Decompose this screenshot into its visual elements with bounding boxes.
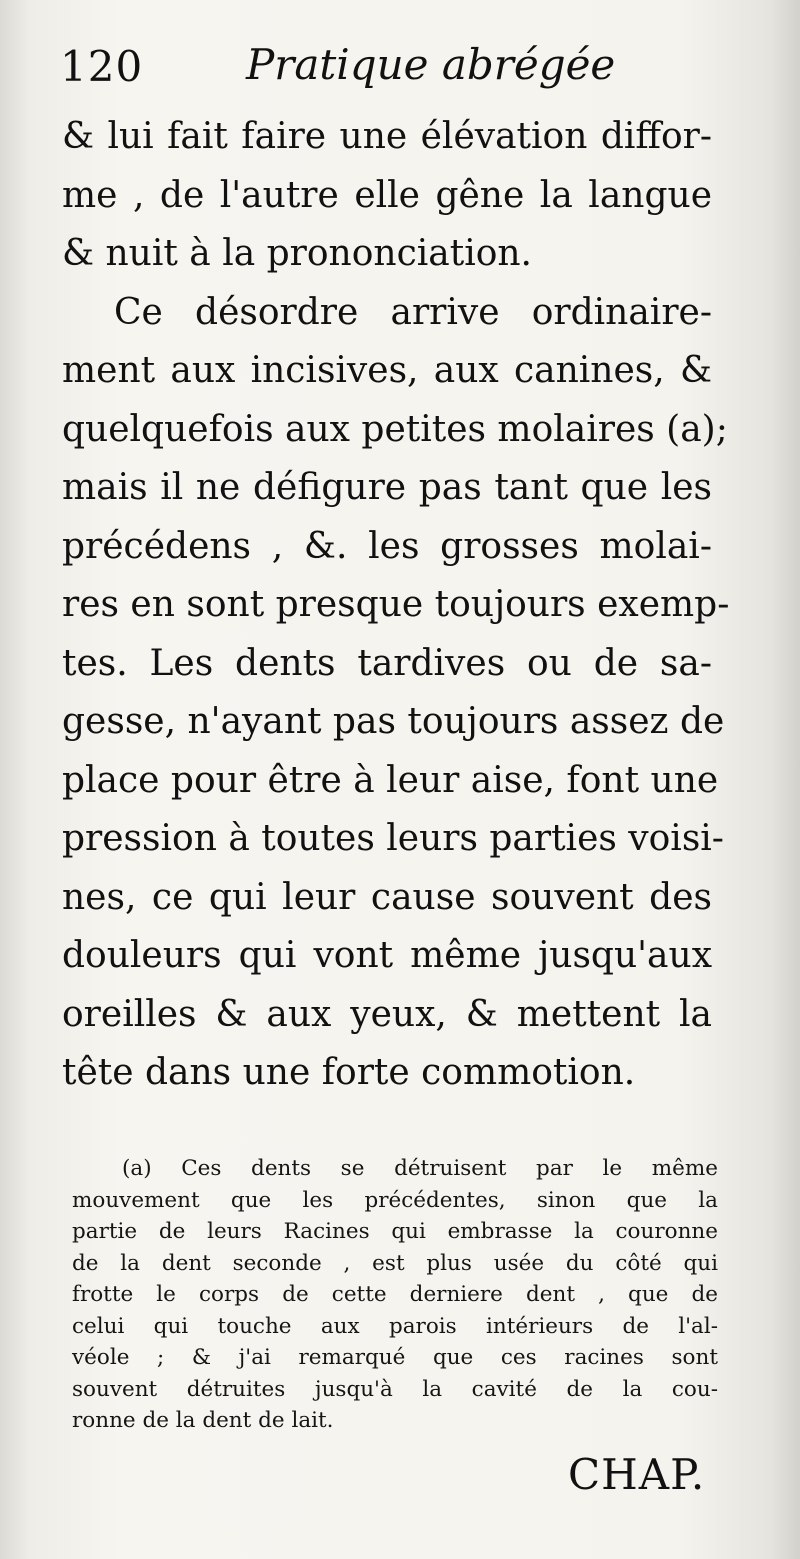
- footnote-line: de la dent seconde , est plus usée du côté qui: [72, 1250, 718, 1276]
- footnote-line: partie de leurs Racines qui embrasse la couronne: [72, 1219, 718, 1244]
- footnote-line: mouvement que les précédentes, sinon que la: [72, 1187, 718, 1213]
- footnote-line: (a) Ces dents se détruisent par le même: [122, 1156, 718, 1181]
- body-line: & lui fait faire une élévation diffor-: [62, 116, 712, 157]
- footnote: [72, 1153, 718, 1437]
- body-line: place pour être à leur aise, font une: [62, 759, 719, 801]
- body-line: précédens , &. les grosses molai-: [62, 525, 712, 567]
- catchword: CHAP.: [568, 1450, 706, 1499]
- body-line: mais il ne défigure pas tant que les: [62, 467, 712, 508]
- footnote-line: ronne de la dent de lait.: [72, 1408, 334, 1433]
- running-head: [60, 40, 740, 100]
- body-line: tes. Les dents tardives ou de sa-: [62, 642, 712, 684]
- body-line: oreilles & aux yeux, & mettent la: [62, 993, 712, 1035]
- body-line: tête dans une forte commotion.: [62, 1052, 636, 1093]
- body-line: me , de l'autre elle gêne la langue: [62, 174, 712, 216]
- body-line: & nuit à la prononciation.: [62, 233, 533, 274]
- page-number: 120: [60, 42, 144, 91]
- footnote-line: souvent détruites jusqu'à la cavité de la cou-: [72, 1376, 718, 1402]
- footnote-line: celui qui touche aux parois intérieurs de l'al-: [72, 1313, 718, 1339]
- body-line: pression à toutes leurs parties voisi-: [62, 818, 724, 859]
- paragraph-start-line: Ce désordre arrive ordinaire-: [114, 291, 712, 333]
- body-text: [62, 108, 730, 1103]
- body-line: nes, ce qui leur cause souvent des: [62, 876, 712, 918]
- running-title: Pratique abrégée: [246, 40, 616, 89]
- footnote-line: véole ; & j'ai remarqué que ces racines sont: [72, 1345, 718, 1370]
- body-line: douleurs qui vont même jusqu'aux: [62, 935, 712, 976]
- body-line: res en sont presque toujours exemp-: [62, 584, 730, 625]
- body-line: quelquefois aux petites molaires (a);: [62, 408, 728, 450]
- body-line: gesse, n'ayant pas toujours assez de: [62, 701, 725, 742]
- footnote-line: frotte le corps de cette derniere dent , que de: [72, 1282, 718, 1307]
- body-line: ment aux incisives, aux canines, &: [62, 350, 712, 391]
